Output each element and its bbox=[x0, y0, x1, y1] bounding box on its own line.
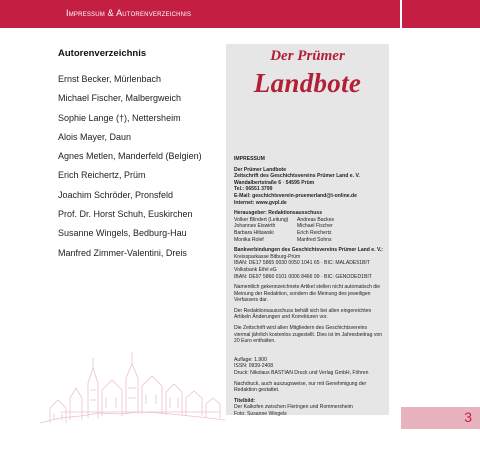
note-corrections: Der Redaktionsausschuss behält sich bei allen eingereichten Artikeln Änderungen und Korrekturen vor. bbox=[234, 307, 372, 321]
author-entry: Agnes Metlen, Manderfeld (Belgien) bbox=[58, 151, 202, 162]
editor-name: Manfred Sohns bbox=[297, 236, 332, 243]
town-skyline-illustration bbox=[40, 328, 225, 433]
editors-columns bbox=[234, 217, 384, 243]
impressum-box bbox=[226, 44, 389, 415]
bank-line: IBAN: DE97 5866 0101 0006 8466 99 · BIC: GENODED1BIT bbox=[234, 273, 372, 280]
logo-title: Landbote bbox=[253, 68, 362, 98]
publisher-line: Internet: www.gvpl.de bbox=[234, 199, 287, 206]
author-entry: Prof. Dr. Horst Schuh, Euskirchen bbox=[58, 209, 193, 220]
landbote-logo bbox=[236, 44, 379, 154]
author-entry: Manfred Zimmer-Valentini, Dreis bbox=[58, 247, 187, 258]
cover-line: Foto: Susanne Wingels bbox=[234, 411, 287, 417]
page-number-box bbox=[401, 407, 480, 429]
cover-line: Der Kalkofen zwischen Fleringen und Rommersheim bbox=[234, 404, 353, 411]
logo-subtitle: Der Prümer bbox=[270, 48, 345, 64]
impressum-heading: IMPRESSUM bbox=[234, 156, 265, 162]
author-entry: Sophie Lange (†), Nettersheim bbox=[58, 112, 181, 123]
editors-heading: Herausgeber: Redaktionsausschuss bbox=[234, 210, 323, 217]
page-title: Impressum & Autorenverzeichnis bbox=[66, 8, 192, 18]
note-opinion: Namentlich gekennzeichnete Artikel stellen nicht automatisch die Meinung der Redaktion, sondern die Meinung des jeweiligen Verfassers dar. bbox=[234, 284, 381, 304]
print-line: Druck: Nikolaus BASTIAN Druck und Verlag GmbH, Föhren bbox=[234, 370, 369, 377]
author-index-heading: Autorenverzeichnis bbox=[58, 48, 147, 59]
reprint-note: Nachdruck, auch auszugsweise, nur mit Genehmigung der Redaktion gestattet. bbox=[234, 380, 367, 394]
note-delivery: Die Zeitschrift wird allen Mitgliedern des Geschichtsvereins viermal jährlich kostenlos zugestellt. Dies ist im Jahresbeitrag von 20 Euro enthalten. bbox=[234, 325, 383, 345]
publisher-line: Tel.: 06551 3799 bbox=[234, 186, 273, 193]
publisher-line: Zeitschrift des Geschichtsvereins Prümer Land e. V. bbox=[234, 173, 360, 180]
publisher-line: Der Prümer Landbote bbox=[234, 166, 287, 173]
bank-heading: Bankverbindungen des Geschichtsvereins Prümer Land e. V.: bbox=[234, 247, 383, 254]
author-entry: Michael Fischer, Malbergweich bbox=[58, 93, 182, 104]
author-entry: Erich Reichertz, Prüm bbox=[58, 170, 146, 181]
editor-name: Andreas Backes bbox=[297, 216, 335, 223]
bank-line: Volksbank Eifel eG bbox=[234, 266, 277, 273]
publisher-line: E-Mail: geschichtsverein-pruemerland@t-online.de bbox=[234, 192, 357, 199]
bank-line: IBAN: DE17 5865 0030 0050 1041 65 · BIC: MALADE51BIT bbox=[234, 260, 370, 267]
print-line: ISSN: 0939-2408 bbox=[234, 363, 274, 370]
editor-name: Michael Fischer bbox=[297, 223, 333, 230]
editor-name: Monika Rolef bbox=[234, 236, 264, 243]
author-entry: Susanne Wingels, Bedburg-Hau bbox=[58, 228, 187, 239]
editor-name: Erich Reichertz bbox=[297, 229, 332, 236]
cover-heading: Titelbild: bbox=[234, 397, 256, 404]
author-index bbox=[58, 48, 228, 263]
header-accent bbox=[402, 0, 480, 28]
impressum-text bbox=[234, 156, 384, 422]
bank-line: Kreissparkasse Bitburg-Prüm bbox=[234, 253, 301, 260]
editor-name: Johannes Eiswirth bbox=[234, 223, 276, 230]
editor-name: Volker Blindert (Leitung) bbox=[234, 216, 289, 223]
editor-name: Barbara Hiltawski bbox=[234, 229, 274, 236]
author-entry: Alois Mayer, Daun bbox=[58, 131, 132, 142]
header-bar bbox=[0, 0, 400, 28]
author-entry: Joachim Schröder, Pronsfeld bbox=[58, 189, 174, 200]
print-line: Auflage: 1.900 bbox=[234, 356, 267, 363]
publisher-line: Wandalbertstraße 6 · 54595 Prüm bbox=[234, 179, 315, 186]
author-entry: Ernst Becker, Mürlenbach bbox=[58, 74, 162, 84]
page-number: 3 bbox=[464, 409, 472, 425]
